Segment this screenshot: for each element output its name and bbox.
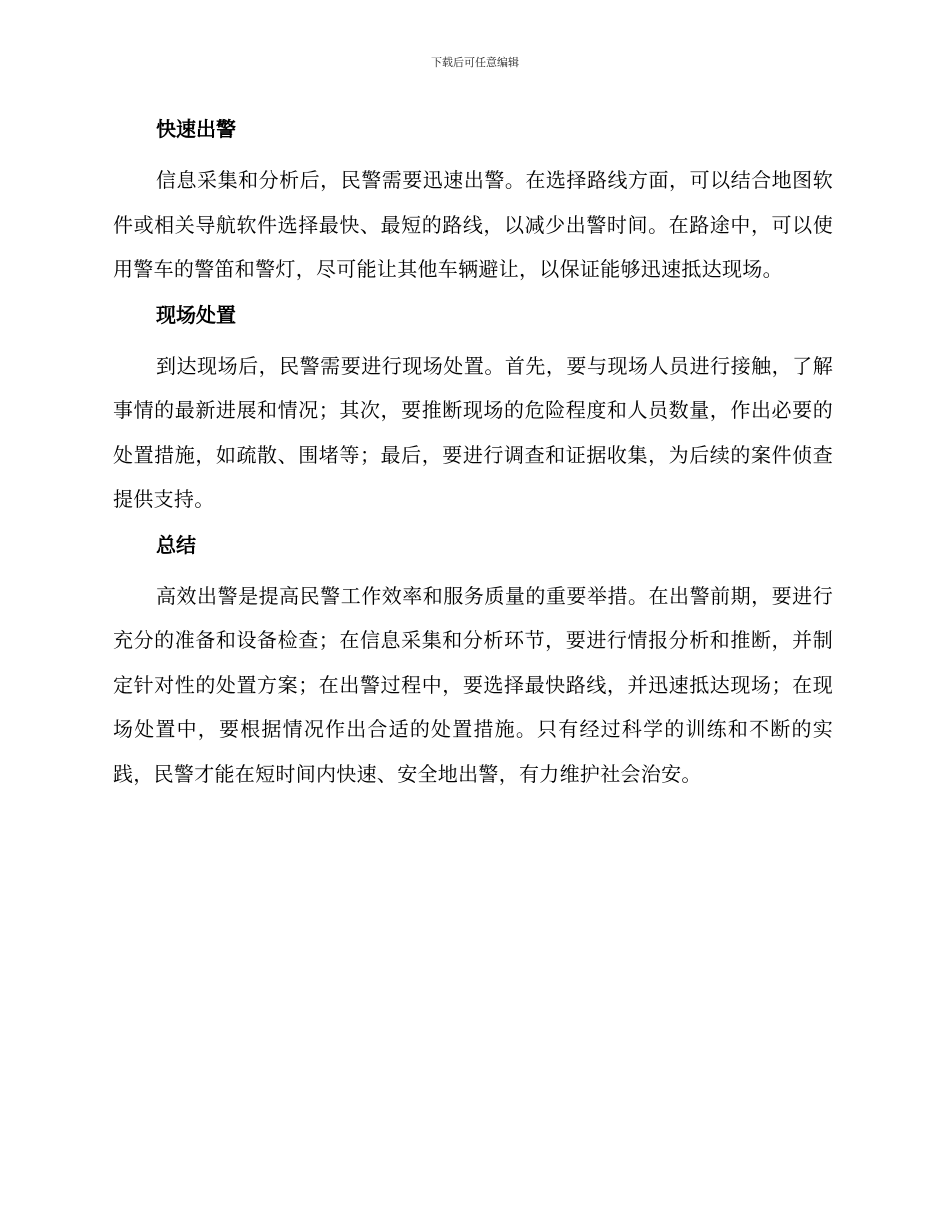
document-body	[113, 114, 833, 804]
section-scene-handling	[113, 300, 833, 522]
section-paragraph: 高效出警是提高民警工作效率和服务质量的重要举措。在出警前期，要进行充分的准备和设备检查；在信息采集和分析环节，要进行情报分析和推断，并制定针对性的处置方案；在出警过程中，要选择最快路线，并迅速抵达现场；在现场处置中，要根据情况作出合适的处置措施。只有经过科学的训练和不断的实践，民警才能在短时间内快速、安全地出警，有力维护社会治安。	[113, 583, 833, 786]
section-heading: 现场处置	[156, 302, 236, 327]
section-quick-dispatch	[113, 114, 833, 292]
section-heading: 总结	[156, 532, 196, 557]
header-note: 下载后可任意编辑	[431, 56, 519, 69]
section-paragraph: 信息采集和分析后，民警需要迅速出警。在选择路线方面，可以结合地图软件或相关导航软件选择最快、最短的路线，以减少出警时间。在路途中，可以使用警车的警笛和警灯，尽可能让其他车辆避让，以保证能够迅速抵达现场。	[113, 168, 833, 281]
section-heading: 快速出警	[156, 117, 236, 141]
section-paragraph: 到达现场后，民警需要进行现场处置。首先，要与现场人员进行接触，了解事情的最新进展和情况；其次，要推断现场的危险程度和人员数量，作出必要的处置措施，如疏散、围堵等；最后，要进行调查和证据收集，为后续的案件侦查提供支持。	[113, 353, 833, 511]
section-summary	[113, 530, 833, 797]
